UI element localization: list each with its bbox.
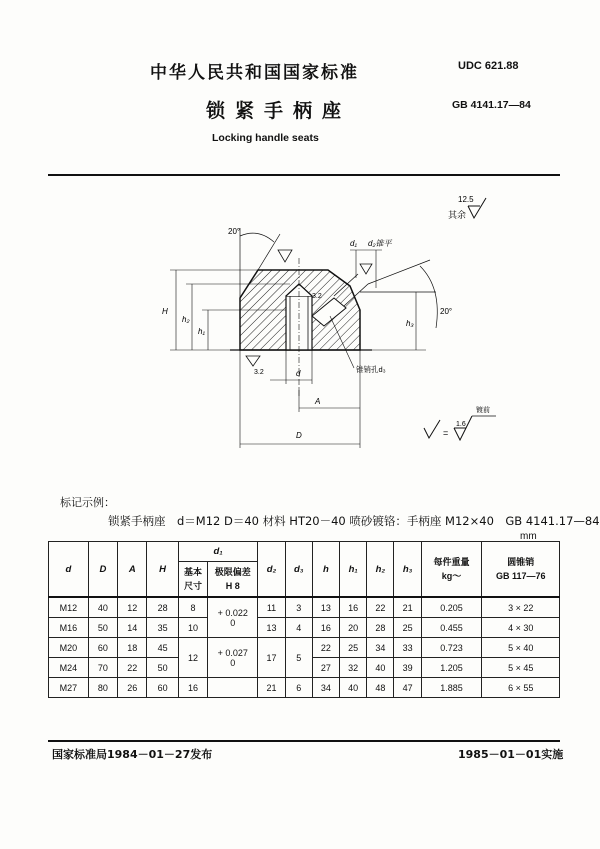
legend-equals: = xyxy=(443,428,449,438)
header-h: h xyxy=(312,542,339,598)
cell-h3: 25 xyxy=(394,618,421,638)
udc-code: UDC 621.88 xyxy=(458,60,519,72)
cell-d: M12 xyxy=(49,597,89,618)
cell-d: M16 xyxy=(49,618,89,638)
cell-D: 70 xyxy=(88,658,117,678)
header-d1-basic: 基本 尺寸 xyxy=(178,562,207,598)
header-h3: h₃ xyxy=(394,542,421,598)
roughness-3-2-bottom: 3.2 xyxy=(254,369,264,376)
label-h3: h₃ xyxy=(406,319,414,328)
header-d1: d₁ xyxy=(178,542,258,562)
cell-H: 45 xyxy=(147,638,178,658)
header-d2: d₂ xyxy=(258,542,285,598)
cell-weight: 1.885 xyxy=(421,678,482,698)
cell-pin: 5 × 40 xyxy=(482,638,560,658)
header-h2: h₂ xyxy=(367,542,394,598)
header-A: A xyxy=(118,542,147,598)
roughness-rest-symbol xyxy=(448,195,486,220)
roughness-rest-label: 其余 xyxy=(448,210,467,220)
table-row xyxy=(49,638,560,658)
cell-D: 50 xyxy=(88,618,117,638)
cell-pin: 3 × 22 xyxy=(482,597,560,618)
cell-h1: 32 xyxy=(340,658,367,678)
standard-number: GB 4141.17—84 xyxy=(452,99,531,111)
header-pin: 圆锥销 GB 117—76 xyxy=(482,542,560,598)
cell-tol-2: + 0.027 0 xyxy=(208,638,258,678)
angle-right-label: 20° xyxy=(440,307,453,316)
table-row xyxy=(49,618,560,638)
cell-H: 35 xyxy=(147,618,178,638)
label-A: A xyxy=(315,397,321,406)
cell-A: 14 xyxy=(118,618,147,638)
cell-h2: 22 xyxy=(367,597,394,618)
cell-d3: 6 xyxy=(285,678,312,698)
bottom-rule xyxy=(48,740,560,742)
label-d2: d₂锥平 xyxy=(368,239,392,248)
cell-A: 18 xyxy=(118,638,147,658)
cell-h: 34 xyxy=(312,678,339,698)
page-title-english: Locking handle seats xyxy=(212,132,319,144)
cell-d1: 8 xyxy=(178,597,207,618)
cell-A: 12 xyxy=(118,597,147,618)
cell-d1: 16 xyxy=(178,678,207,698)
cell-d2: 13 xyxy=(258,618,285,638)
cell-h1: 20 xyxy=(340,618,367,638)
cell-h1: 25 xyxy=(340,638,367,658)
cell-h1: 40 xyxy=(340,678,367,698)
cell-d3: 5 xyxy=(285,638,312,678)
cell-tol-empty xyxy=(208,678,258,698)
cell-d2: 21 xyxy=(258,678,285,698)
cell-h2: 40 xyxy=(367,658,394,678)
cell-h2: 48 xyxy=(367,678,394,698)
cell-pin: 6 × 55 xyxy=(482,678,560,698)
cell-pin: 5 × 45 xyxy=(482,658,560,678)
cell-h2: 28 xyxy=(367,618,394,638)
roughness-3-2-bore: 3.2 xyxy=(312,293,322,300)
cell-h3: 39 xyxy=(394,658,421,678)
technical-drawing xyxy=(150,188,510,488)
header-h1: h₁ xyxy=(340,542,367,598)
cell-d2: 11 xyxy=(258,597,285,618)
cell-h: 27 xyxy=(312,658,339,678)
top-rule xyxy=(48,174,560,176)
dimension-table xyxy=(48,541,560,698)
cell-d3: 4 xyxy=(285,618,312,638)
cell-h3: 33 xyxy=(394,638,421,658)
cell-h: 22 xyxy=(312,638,339,658)
example-text: 锁紧手柄座 d＝M12 D＝40 材料 HT20－40 喷砂镀铬：手柄座 M12×40 GB 4141.17—84 xyxy=(108,514,600,528)
cell-h2: 34 xyxy=(367,638,394,658)
header-d: d xyxy=(49,542,89,598)
roughness-rest-value: 12.5 xyxy=(458,195,474,204)
label-d: d xyxy=(296,369,301,378)
header-d3: d₃ xyxy=(285,542,312,598)
cell-tol-1: + 0.022 0 xyxy=(208,597,258,638)
cell-d: M24 xyxy=(49,658,89,678)
label-pin-hole: 锥销孔d₃ xyxy=(356,365,386,374)
cell-h3: 21 xyxy=(394,597,421,618)
label-h2: h₂ xyxy=(182,315,190,324)
label-d1: d₁ xyxy=(350,239,357,248)
cell-A: 22 xyxy=(118,658,147,678)
cell-H: 28 xyxy=(147,597,178,618)
cell-weight: 1.205 xyxy=(421,658,482,678)
effective-date: 1985－01－01实施 xyxy=(458,748,564,761)
label-h1: h₁ xyxy=(198,327,205,336)
angle-left-label: 20° xyxy=(228,227,241,236)
standard-org: 中华人民共和国国家标准 xyxy=(150,63,359,83)
unit-label: mm xyxy=(520,531,537,542)
label-H: H xyxy=(162,307,168,316)
table-row xyxy=(49,678,560,698)
cell-d: M27 xyxy=(49,678,89,698)
header-D: D xyxy=(88,542,117,598)
legend-note: 镀前 xyxy=(476,407,490,414)
cell-H: 60 xyxy=(147,678,178,698)
cell-d3: 3 xyxy=(285,597,312,618)
cell-D: 40 xyxy=(88,597,117,618)
label-D: D xyxy=(296,431,302,440)
cell-h: 13 xyxy=(312,597,339,618)
header-d1-tol: 极限偏差 H 8 xyxy=(208,562,258,598)
example-label: 标记示例： xyxy=(60,496,115,509)
cell-h: 16 xyxy=(312,618,339,638)
table-row xyxy=(49,597,560,618)
cell-weight: 0.455 xyxy=(421,618,482,638)
cell-pin: 4 × 30 xyxy=(482,618,560,638)
issue-date: 国家标准局1984－01－27发布 xyxy=(52,748,213,761)
cell-D: 60 xyxy=(88,638,117,658)
page-title: 锁紧手柄座 xyxy=(206,100,352,122)
roughness-legend xyxy=(424,405,496,440)
cell-h1: 16 xyxy=(340,597,367,618)
cell-h3: 47 xyxy=(394,678,421,698)
cell-d2: 17 xyxy=(258,638,285,678)
cell-d: M20 xyxy=(49,638,89,658)
cell-D: 80 xyxy=(88,678,117,698)
header-weight: 每件重量 kg～ xyxy=(421,542,482,598)
cell-A: 26 xyxy=(118,678,147,698)
header-H: H xyxy=(147,542,178,598)
cell-weight: 0.723 xyxy=(421,638,482,658)
cell-d1: 12 xyxy=(178,638,207,678)
legend-value: 1.6 xyxy=(456,421,466,428)
cell-weight: 0.205 xyxy=(421,597,482,618)
cell-H: 50 xyxy=(147,658,178,678)
cell-d1: 10 xyxy=(178,618,207,638)
